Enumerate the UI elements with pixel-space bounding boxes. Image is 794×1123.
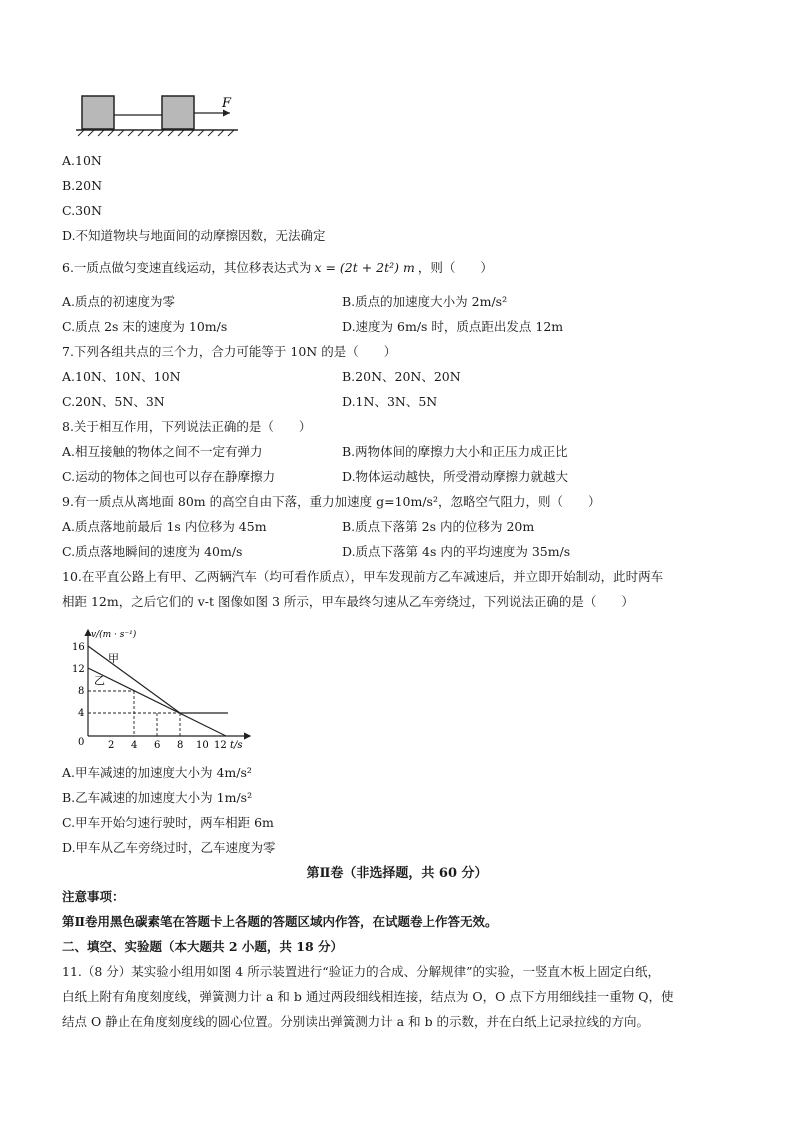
- y-tick-16: 16: [72, 642, 85, 653]
- x-tick-6: 6: [154, 740, 161, 751]
- q7-stem: 7.下列各组共点的三个力，合力可能等于 10N 的是（ ）: [62, 344, 397, 359]
- q5-option-c: C.30N: [62, 203, 102, 218]
- q10-option-c: C.甲车开始匀速行驶时，两车相距 6m: [62, 815, 274, 830]
- q11-line3: 结点 O 静止在角度刻度线的圆心位置。分别读出弹簧测力计 a 和 b 的示数，并在白纸上记录拉线的方向。: [62, 1014, 650, 1029]
- q7-option-c: C.20N、5N、3N: [62, 394, 165, 409]
- q9-option-c: C.质点落地瞬间的速度为 40m/s: [62, 544, 243, 559]
- q10-option-a: A.甲车减速的加速度大小为 4m/s²: [62, 765, 252, 780]
- x-tick-12: 12: [214, 740, 227, 751]
- ground-hatching: [78, 130, 234, 136]
- q8-option-d: D.物体运动越快，所受滑动摩擦力就越大: [342, 469, 569, 484]
- origin-label: 0: [78, 737, 85, 748]
- block-right: [162, 96, 194, 129]
- q5-option-d: D.不知道物块与地面间的动摩擦因数，无法确定: [62, 228, 326, 243]
- q8-stem: 8.关于相互作用，下列说法正确的是（ ）: [62, 419, 312, 434]
- q7-option-b: B.20N、20N、20N: [342, 369, 461, 384]
- q7-option-a: A.10N、10N、10N: [62, 369, 181, 384]
- y-axis-label: v/(m · s⁻¹): [91, 630, 137, 640]
- q6-option-d: D.速度为 6m/s 时，质点距出发点 12m: [342, 319, 564, 334]
- q5-option-a: A.10N: [62, 153, 102, 168]
- q10-stem-line1: 10.在平直公路上有甲、乙两辆汽车（均可看作质点），甲车发现前方乙车减速后，并立即开始制动，此时两车: [62, 569, 664, 584]
- y-tick-4: 4: [78, 708, 85, 719]
- q9-option-b: B.质点下落第 2s 内的位移为 20m: [342, 519, 535, 534]
- q6-formula: x = (2t + 2t²) m: [314, 260, 415, 275]
- q5-option-b: B.20N: [62, 178, 103, 193]
- block-left: [82, 96, 114, 129]
- x-tick-10: 10: [196, 740, 209, 751]
- y-tick-12: 12: [72, 664, 85, 675]
- jia-label: 甲: [108, 652, 119, 665]
- q9-option-a: A.质点落地前最后 1s 内位移为 45m: [62, 519, 267, 534]
- q11-line2: 白纸上附有角度刻度线，弹簧测力计 a 和 b 通过两段细线相连接，结点为 O，O 点下方用细线挂一重物 Q，使: [62, 989, 674, 1004]
- y-tick-8: 8: [78, 686, 85, 697]
- force-label: F: [222, 96, 232, 111]
- x-axis-label: t/s: [230, 740, 243, 751]
- x-tick-2: 2: [108, 740, 115, 751]
- q6-option-b: B.质点的加速度大小为 2m/s²: [342, 294, 508, 309]
- q6-stem-post: ，则（ ）: [417, 260, 493, 275]
- q10-stem-line2: 相距 12m，之后它们的 v-t 图像如图 3 所示，甲车最终匀速从乙车旁绕过，下列说法正确的是（ ）: [62, 594, 634, 609]
- q6-stem: [62, 259, 493, 277]
- blocks-figure: [70, 88, 250, 140]
- q6-stem-pre: 6.一质点做匀变速直线运动，其位移表达式为: [62, 260, 312, 275]
- vt-graph: [66, 624, 256, 754]
- q9-option-d: D.质点下落第 4s 内的平均速度为 35m/s: [342, 544, 571, 559]
- q6-option-c: C.质点 2s 末的速度为 10m/s: [62, 319, 228, 334]
- notice-text: 第Ⅱ卷用黑色碳素笔在答题卡上各题的答题区域内作答，在试题卷上作答无效。: [62, 914, 498, 929]
- q8-option-a: A.相互接触的物体之间不一定有弹力: [62, 444, 263, 459]
- q7-option-d: D.1N、3N、5N: [342, 394, 438, 409]
- q11-line1: 11.（8 分）某实验小组用如图 4 所示装置进行“验证力的合成、分解规律”的实验，一竖直木板上固定白纸，: [62, 964, 660, 979]
- q10-option-b: B.乙车减速的加速度大小为 1m/s²: [62, 790, 253, 805]
- x-tick-4: 4: [131, 740, 138, 751]
- yi-label: 乙: [94, 674, 105, 687]
- section2-title: 第Ⅱ卷（非选择题，共 60 分）: [306, 866, 488, 881]
- q6-option-a: A.质点的初速度为零: [62, 294, 176, 309]
- guide-lines: [88, 691, 180, 736]
- notice-title: 注意事项：: [62, 889, 125, 904]
- part2-title: 二、填空、实验题（本大题共 2 小题，共 18 分）: [62, 939, 344, 954]
- q8-option-b: B.两物体间的摩擦力大小和正压力成正比: [342, 444, 568, 459]
- x-tick-8: 8: [177, 740, 184, 751]
- q9-stem: 9.有一质点从离地面 80m 的高空自由下落，重力加速度 g=10m/s²，忽略空气阻力，则（ ）: [62, 494, 601, 509]
- q8-option-c: C.运动的物体之间也可以存在静摩擦力: [62, 469, 276, 484]
- q10-option-d: D.甲车从乙车旁绕过时，乙车速度为零: [62, 840, 276, 855]
